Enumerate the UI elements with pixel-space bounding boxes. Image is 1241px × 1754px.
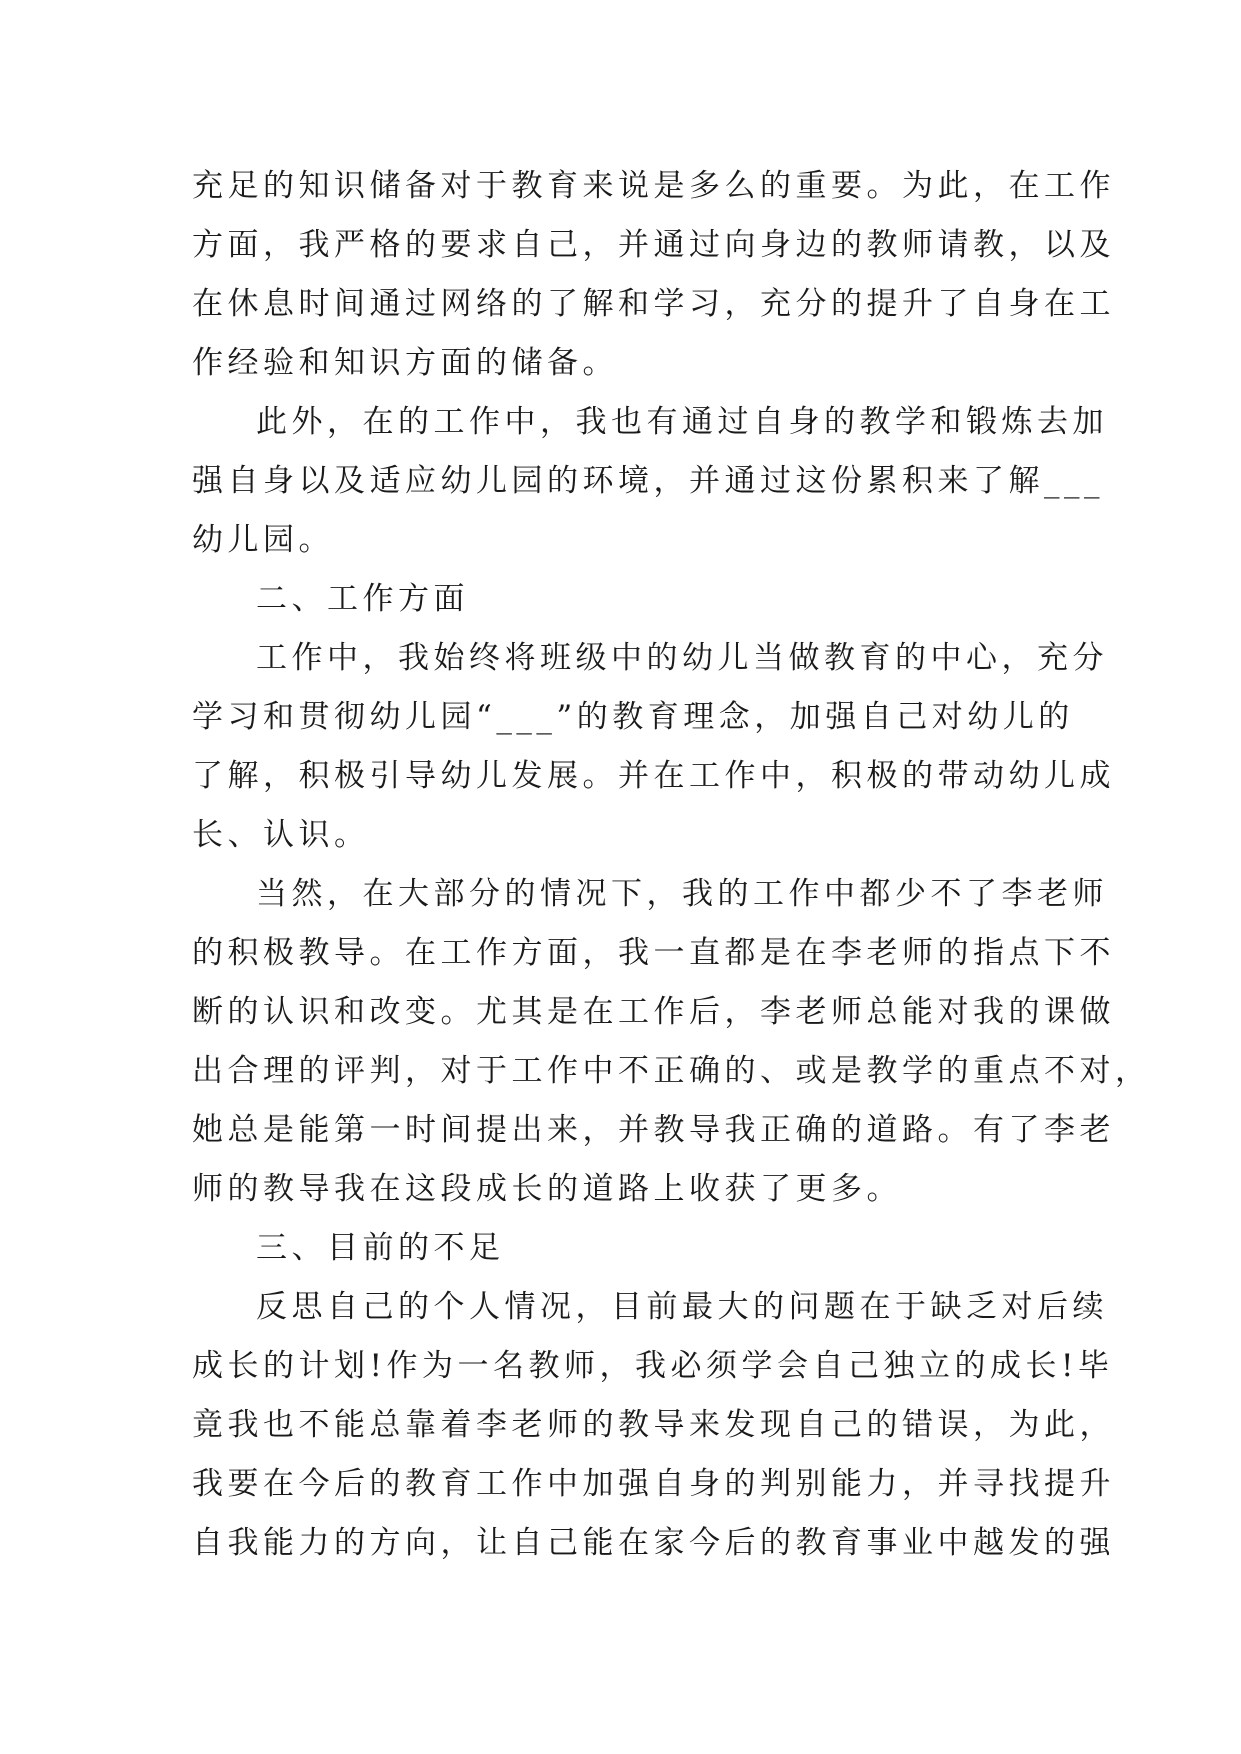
text-line: 竟我也不能总靠着李老师的教导来发现自己的错误，为此，: [192, 1407, 1115, 1443]
text-line: 工作中，我始终将班级中的幼儿当做教育的中心，充分: [256, 640, 1108, 676]
text-line: 反思自己的个人情况，目前最大的问题在于缺乏对后续: [256, 1289, 1108, 1325]
text-line: 此外，在的工作中，我也有通过自身的教学和锻炼去加: [256, 404, 1108, 440]
text-line: 在休息时间通过网络的了解和学习，充分的提升了自身在工: [192, 286, 1115, 322]
text-line: 充足的知识储备对于教育来说是多么的重要。为此，在工作: [192, 168, 1115, 204]
text-line: 出合理的评判，对于工作中不正确的、或是教学的重点不对，: [192, 1053, 1151, 1089]
text-line: 师的教导我在这段成长的道路上收获了更多。: [192, 1171, 902, 1207]
text-line: 成长的计划!作为一名教师，我必须学会自己独立的成长!毕: [192, 1348, 1114, 1384]
text-line: 断的认识和改变。尤其是在工作后，李老师总能对我的课做: [192, 994, 1115, 1030]
text-line: 她总是能第一时间提出来，并教导我正确的道路。有了李老: [192, 1112, 1115, 1148]
text-line: 我要在今后的教育工作中加强自身的判别能力，并寻找提升: [192, 1466, 1115, 1502]
section-heading: 三、目前的不足: [256, 1230, 505, 1266]
text-line: 强自身以及适应幼儿园的环境，并通过这份累积来了解___: [192, 463, 1104, 499]
text-line: 学习和贯彻幼儿园“___”的教育理念，加强自己对幼儿的: [192, 699, 1074, 735]
text-line: 长、认识。: [192, 817, 370, 853]
text-line: 作经验和知识方面的储备。: [192, 345, 618, 381]
text-line: 了解，积极引导幼儿发展。并在工作中，积极的带动幼儿成: [192, 758, 1115, 794]
text-line: 方面，我严格的要求自己，并通过向身边的教师请教，以及: [192, 227, 1115, 263]
section-heading: 二、工作方面: [256, 581, 469, 617]
text-line: 当然，在大部分的情况下，我的工作中都少不了李老师: [256, 876, 1108, 912]
body-text: [192, 157, 1151, 1573]
text-line: 自我能力的方向，让自己能在家今后的教育事业中越发的强: [192, 1525, 1115, 1561]
text-line: 的积极教导。在工作方面，我一直都是在李老师的指点下不: [192, 935, 1115, 971]
text-line: 幼儿园。: [192, 522, 334, 558]
